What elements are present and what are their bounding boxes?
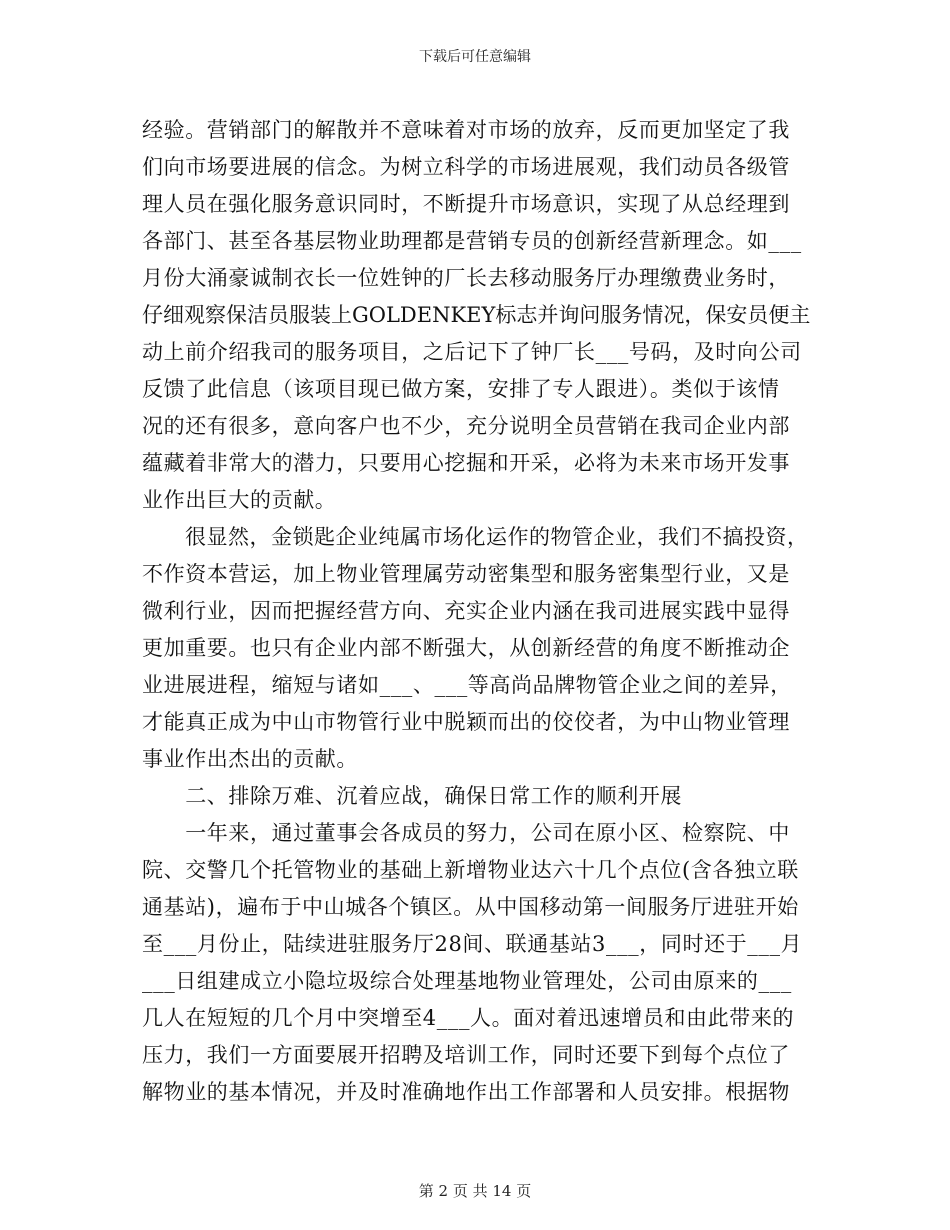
- text-line: 经验。营销部门的解散并不意味着对市场的放弃，反而更加坚定了我: [142, 118, 790, 142]
- text-line: 业作出巨大的贡献。: [142, 488, 337, 512]
- text-line: 院、交警几个托管物业的基础上新增物业达六十几个点位(含各独立联: [142, 858, 799, 882]
- text-line: 动上前介绍我司的服务项目，之后记下了钟厂长___号码，及时向公司: [142, 340, 802, 364]
- text-line: 通基站)，遍布于中山城各个镇区。从中国移动第一间服务厅进驻开始: [142, 895, 799, 919]
- text-line: 况的还有很多，意向客户也不少，充分说明全员营销在我司企业内部: [142, 414, 790, 438]
- text-line: 几人在短短的几个月中突增至4___人。面对着迅速增员和由此带来的: [142, 1006, 795, 1030]
- document-body: [142, 112, 810, 1111]
- text-line: 一年来，通过董事会各成员的努力，公司在原小区、检察院、中: [142, 821, 790, 845]
- text-line: 至___月份止，陆续进驻服务厅28间、联通基站3___，同时还于___月: [142, 932, 803, 956]
- text-line: 微利行业，因而把握经营方向、充实企业内涵在我司进展实践中显得: [142, 599, 790, 623]
- text-line: 才能真正成为中山市物管行业中脱颖而出的佼佼者，为中山物业管理: [142, 710, 790, 734]
- text-line: 事业作出杰出的贡献。: [142, 747, 358, 771]
- text-line: 更加重要。也只有企业内部不断强大，从创新经营的角度不断推动企: [142, 636, 790, 660]
- text-line: 各部门、甚至各基层物业助理都是营销专员的创新经营新理念。如___: [142, 229, 802, 253]
- text-line: 压力，我们一方面要展开招聘及培训工作，同时还要下到每个点位了: [142, 1043, 790, 1067]
- text-line: 仔细观察保洁员服装上GOLDENKEY标志并询问服务情况，保安员便主: [142, 303, 810, 327]
- section-heading: 二、排除万难、沉着应战，确保日常工作的顺利开展: [142, 784, 682, 808]
- text-line: 理人员在强化服务意识同时，不断提升市场意识，实现了从总经理到: [142, 192, 790, 216]
- text-line: 蕴藏着非常大的潜力，只要用心挖掘和开采，必将为未来市场开发事: [142, 451, 790, 475]
- page-footer: 第 2 页 共 14 页: [418, 1182, 532, 1200]
- text-line: 月份大涌豪诚制衣长一位姓钟的厂长去移动服务厅办理缴费业务时，: [142, 266, 790, 290]
- text-line: 业进展进程，缩短与诸如___、___等高尚品牌物管企业之间的差异，: [142, 673, 792, 697]
- text-line: ___日组建成立小隐垃圾综合处理基地物业管理处，公司由原来的___: [142, 969, 792, 993]
- page-header: 下载后可任意编辑: [419, 49, 531, 65]
- text-line: 反馈了此信息（该项目现已做方案，安排了专人跟进）。类似于该情: [142, 377, 780, 401]
- text-line: 们向市场要进展的信念。为树立科学的市场进展观，我们动员各级管: [142, 155, 790, 179]
- text-line: 很显然，金锁匙企业纯属市场化运作的物管企业，我们不搞投资，: [142, 525, 809, 549]
- text-line: 不作资本营运，加上物业管理属劳动密集型和服务密集型行业，又是: [142, 562, 790, 586]
- text-line: 解物业的基本情况，并及时准确地作出工作部署和人员安排。根据物: [142, 1080, 790, 1104]
